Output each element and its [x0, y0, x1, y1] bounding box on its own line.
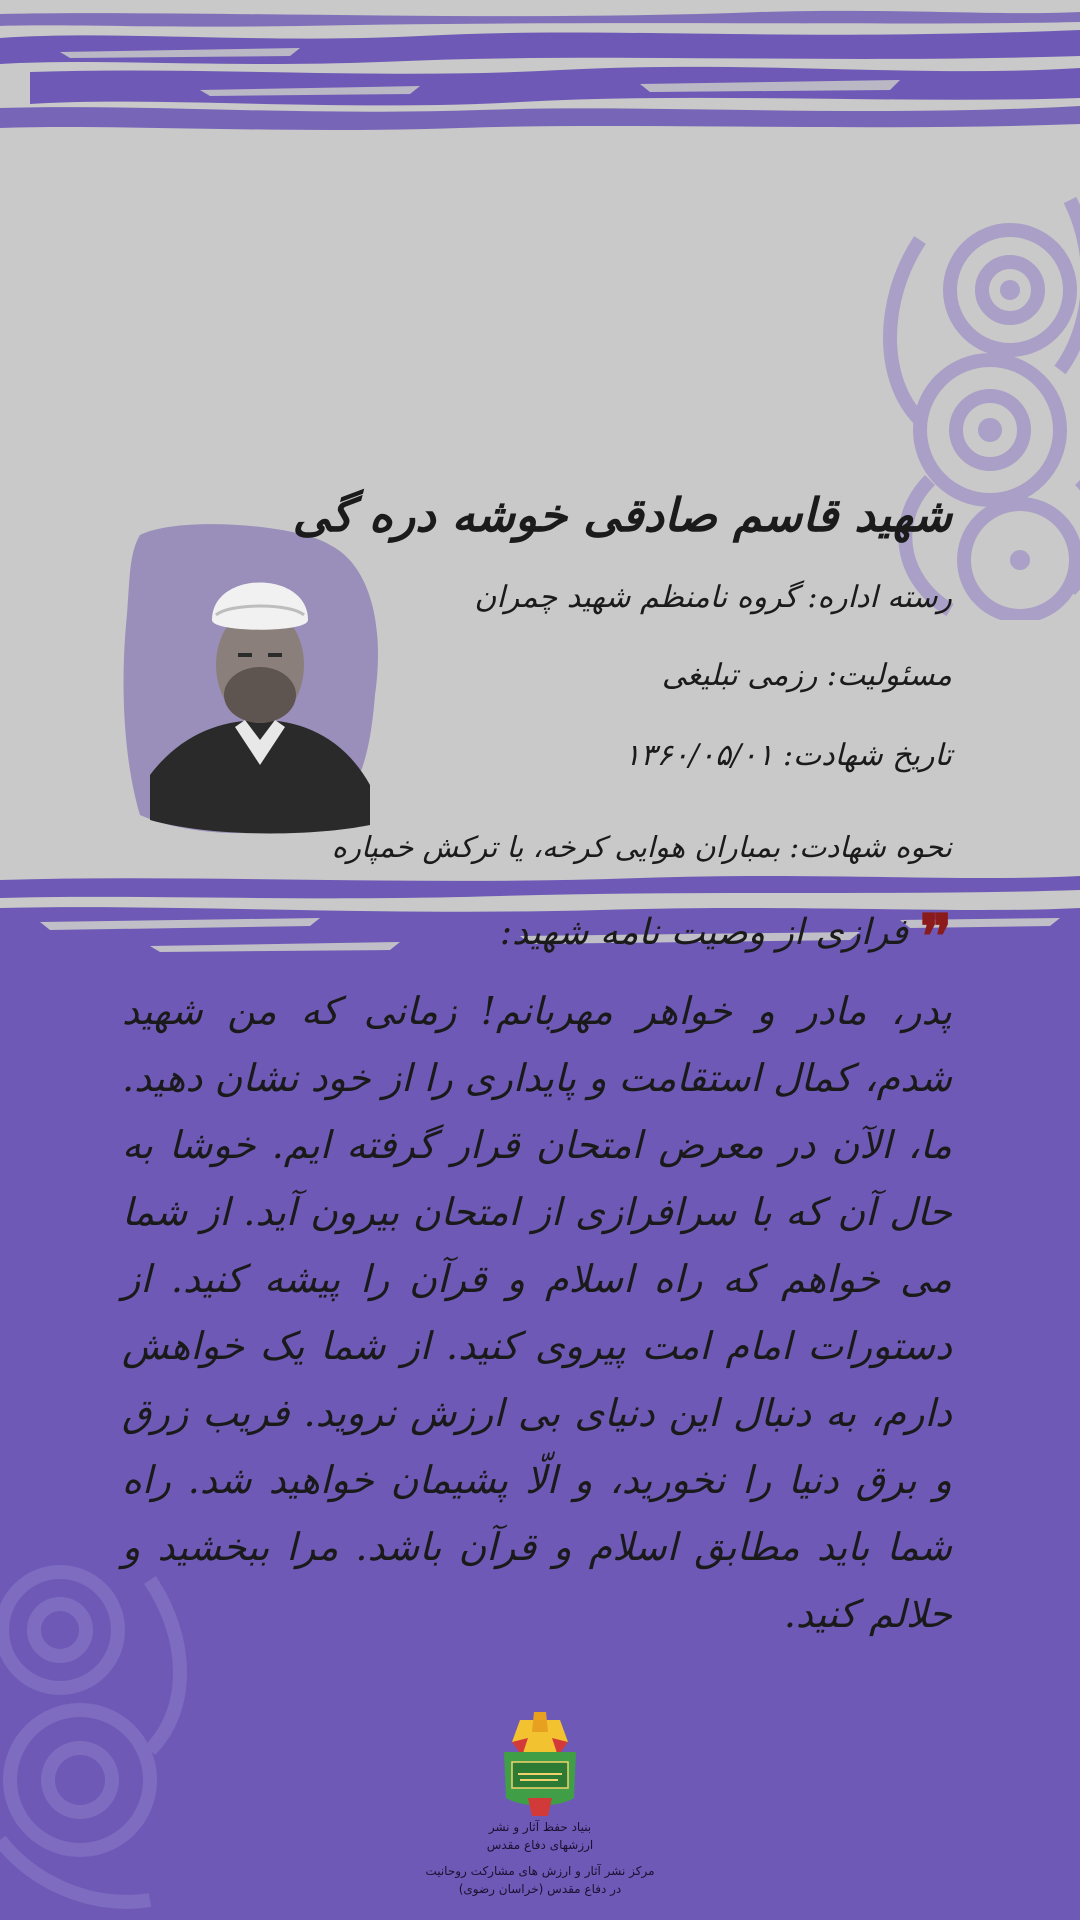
will-heading: فرازی از وصیت نامه شهید: — [499, 912, 908, 953]
ornament-icon — [0, 1540, 210, 1920]
will-text: پدر، مادر و خواهر مهربانم! زمانی که من شهید شدم، کمال استقامت و پایداری را از خود نشان دهید. ما، الآن در معرض امتحان قرار گرفته ایم. خوشا به حال آن که با سرافرازی از امتحان بیرون آید. از شما می خواهم که راه اسلام و قرآن را پیشه کنید. از دستورات امام امت پیروی کنید. از شما یک خواهش دارم، به دنبال این دنیای بی ارزش نروید. فریب زرق و برق دنیا را نخورید، و الّا پشیمان خواهید شد. راه شما باید مطابق اسلام و قرآن باشد. مرا ببخشید و حلالم کنید. — [122, 989, 952, 1636]
martyrdom-method: نحوه شهادت: بمباران هوایی کرخه، یا ترکش خمپاره — [331, 830, 952, 864]
foundation-logo-icon — [498, 1712, 582, 1818]
footer-center-line1: مرکز نشر آثار و ارزش های مشارکت روحانیت — [425, 1864, 655, 1878]
martyrdom-date: تاریخ شهادت: ۱۳۶۰/۰۵/۰۱ — [624, 738, 952, 773]
quote-mark-icon: ❞ — [919, 902, 952, 972]
martyr-name: شهید قاسم صادقی خوشه دره گی — [292, 488, 952, 542]
top-brush-decoration — [0, 0, 1080, 140]
role-info: مسئولیت: رزمی تبلیغی — [661, 658, 952, 693]
ornament-icon — [860, 180, 1080, 620]
will-heading-row — [132, 902, 952, 972]
footer-org-line2: ارزشهای دفاع مقدس — [486, 1838, 594, 1852]
footer-center-line2: در دفاع مقدس (خراسان رضوی) — [458, 1882, 622, 1896]
footer-org-line1: بنیاد حفظ آثار و نشر — [488, 1820, 592, 1834]
martyr-portrait — [120, 515, 390, 835]
unit-info: رسته اداره: گروه نامنظم شهید چمران — [474, 580, 952, 615]
